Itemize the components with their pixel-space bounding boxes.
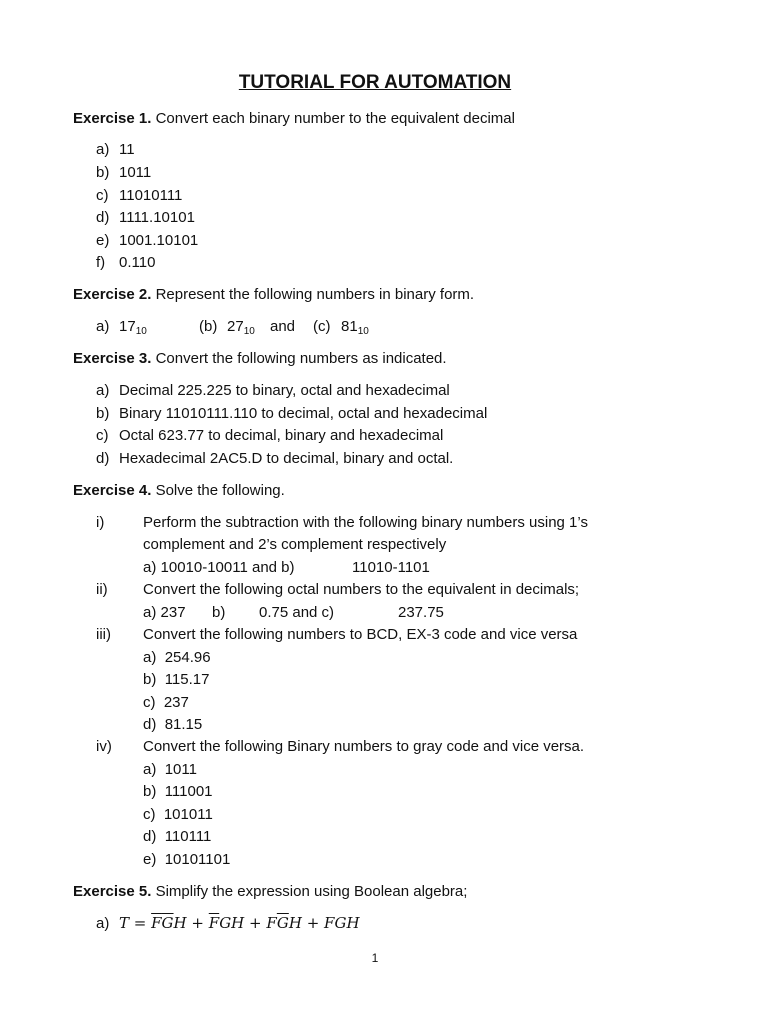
expr-var: G (334, 914, 347, 932)
exercise-2-label: Exercise 2. (73, 286, 152, 303)
ex2-a-number (119, 318, 147, 336)
exercise-1-heading (73, 110, 515, 128)
ex4-iv-item-label: d) (143, 828, 157, 845)
ex4-ii-a: a) 237 (143, 604, 186, 621)
boolean-expression (119, 914, 360, 932)
ex4-iii-item-label: d) (143, 716, 157, 733)
ex4-iv-item-label: b) (143, 783, 157, 800)
ex4-ii-c: 237.75 (398, 604, 444, 621)
ex4-iii-item (143, 716, 202, 734)
exercise-1-text: Convert each binary number to the equivalent decimal (155, 110, 515, 127)
exercise-5-text: Simplify the expression using Boolean algebra; (155, 883, 468, 900)
expr-var-negated: $\overline{G}$ (276, 914, 289, 932)
ex2-c-value: 81 (341, 318, 358, 335)
ex4-iv-item (143, 761, 197, 779)
ex4-iii-item-label: b) (143, 671, 157, 688)
ex4-iii-item-label: a) (143, 649, 157, 666)
ex4-iv-item-text: 111001 (164, 783, 213, 800)
ex1-item-label: c) (96, 187, 109, 204)
page-title: TUTORIAL FOR AUTOMATION (238, 72, 512, 93)
ex4-i-text: Perform the subtraction with the following binary numbers using 1’s (143, 514, 588, 531)
ex4-iii-item-label: c) (143, 694, 156, 711)
ex2-b-label: (b) (199, 318, 218, 335)
ex3-item-label: b) (96, 405, 110, 422)
ex4-iv-item-label: a) (143, 761, 157, 778)
ex3-item-text: Binary 11010111.110 to decimal, octal and hexadecimal (119, 405, 488, 422)
expr-var-negated: $\overline{G}$ (161, 914, 174, 932)
ex2-c-label: (c) (313, 318, 331, 335)
ex2-a-base: 10 (135, 326, 147, 337)
page-number: 1 (371, 951, 379, 965)
expr-var: F (266, 914, 277, 932)
expr-var: H (231, 914, 245, 932)
ex1-item-label: e) (96, 232, 110, 249)
expr-lhs: T = (119, 914, 147, 932)
ex2-c-base: 10 (357, 326, 369, 337)
ex4-iv-item-label: e) (143, 851, 157, 868)
ex4-iv-item (143, 851, 230, 869)
expr-plus: + (191, 914, 204, 932)
ex4-iii-item (143, 671, 209, 689)
ex4-iv-item-text: 101011 (163, 806, 213, 823)
ex4-ii-text: Convert the following octal numbers to the equivalent in decimals; (143, 581, 580, 598)
ex4-iii-item (143, 694, 189, 712)
ex1-item-text: 1111.10101 (119, 209, 195, 226)
exercise-4-label: Exercise 4. (73, 482, 152, 499)
expr-var: H (346, 914, 360, 932)
exercise-3-heading (73, 350, 447, 368)
exercise-3-label: Exercise 3. (73, 350, 152, 367)
ex4-ii-b-label: b) (212, 604, 226, 621)
ex4-iii-text: Convert the following numbers to BCD, EX-3 code and vice versa (143, 626, 578, 643)
exercise-5-label: Exercise 5. (73, 883, 152, 900)
ex2-a-label: a) (96, 318, 110, 335)
ex2-b-value: 27 (227, 318, 244, 335)
ex1-item-text: 11 (119, 141, 135, 158)
exercise-3-text: Convert the following numbers as indicated. (155, 350, 447, 367)
ex2-a-value: 17 (119, 318, 136, 335)
ex2-c-number (341, 318, 369, 336)
ex4-iii-item (143, 649, 211, 667)
ex4-i-label: i) (96, 514, 105, 531)
ex4-iii-item-text: 237 (163, 694, 189, 711)
ex1-item-label: f) (96, 254, 106, 271)
ex1-item-label: b) (96, 164, 110, 181)
ex4-i-b: 11010-1101 (352, 559, 430, 576)
expr-plus: + (306, 914, 320, 932)
exercise-2-text: Represent the following numbers in binary form. (155, 286, 475, 303)
exercise-5-heading (73, 883, 467, 901)
expr-var: H (173, 914, 187, 932)
ex2-b-number (227, 318, 255, 336)
ex2-b-base: 10 (243, 326, 255, 337)
ex4-iv-item-text: 110111 (164, 828, 212, 845)
ex1-item-label: d) (96, 209, 110, 226)
ex4-ii-label: ii) (96, 581, 108, 598)
ex4-iv-item-text: 1011 (164, 761, 197, 778)
ex3-item-label: a) (96, 382, 110, 399)
exercise-2-heading (73, 286, 474, 304)
exercise-1-label: Exercise 1. (73, 110, 152, 127)
ex4-i-text-cont: complement and 2’s complement respectively (143, 536, 447, 553)
ex1-item-label: a) (96, 141, 110, 158)
ex1-item-text: 11010111 (119, 187, 183, 204)
exercise-4-text: Solve the following. (155, 482, 285, 499)
ex3-item-label: c) (96, 427, 109, 444)
ex4-iii-label: iii) (96, 626, 111, 643)
ex4-iv-item-label: c) (143, 806, 156, 823)
exercise-4-heading (73, 482, 285, 500)
ex4-iii-item-text: 115.17 (164, 671, 210, 688)
ex1-item-text: 1001.10101 (119, 232, 199, 249)
ex2-and-text: and (270, 318, 296, 335)
ex1-item-text: 0.110 (119, 254, 156, 271)
expr-var: G (219, 914, 232, 932)
ex4-iv-item-text: 10101101 (164, 851, 231, 868)
ex4-iv-item (143, 783, 213, 801)
expr-var-negated: $\overline{F}$ (208, 914, 220, 932)
expr-var: H (288, 914, 302, 932)
ex4-iv-item (143, 806, 213, 824)
ex4-iii-item-text: 254.96 (164, 649, 211, 666)
expr-var-negated: $\overline{F}$ (151, 914, 162, 932)
ex3-item-text: Hexadecimal 2AC5.D to decimal, binary and octal. (119, 450, 454, 467)
ex3-item-text: Octal 623.77 to decimal, binary and hexadecimal (119, 427, 444, 444)
ex3-item-text: Decimal 225.225 to binary, octal and hexadecimal (119, 382, 450, 399)
ex5-a-label: a) (96, 915, 110, 932)
ex4-i-a: a) 10010-10011 and b) (143, 559, 295, 576)
ex4-iii-item-text: 81.15 (164, 716, 203, 733)
ex3-item-label: d) (96, 450, 110, 467)
ex4-ii-b: 0.75 and c) (259, 604, 335, 621)
ex4-iv-item (143, 828, 211, 846)
ex1-item-text: 1011 (119, 164, 152, 181)
expr-plus: + (249, 914, 262, 932)
ex4-iv-label: iv) (96, 738, 112, 755)
expr-var: F (324, 914, 335, 932)
ex4-iv-text: Convert the following Binary numbers to gray code and vice versa. (143, 738, 585, 755)
